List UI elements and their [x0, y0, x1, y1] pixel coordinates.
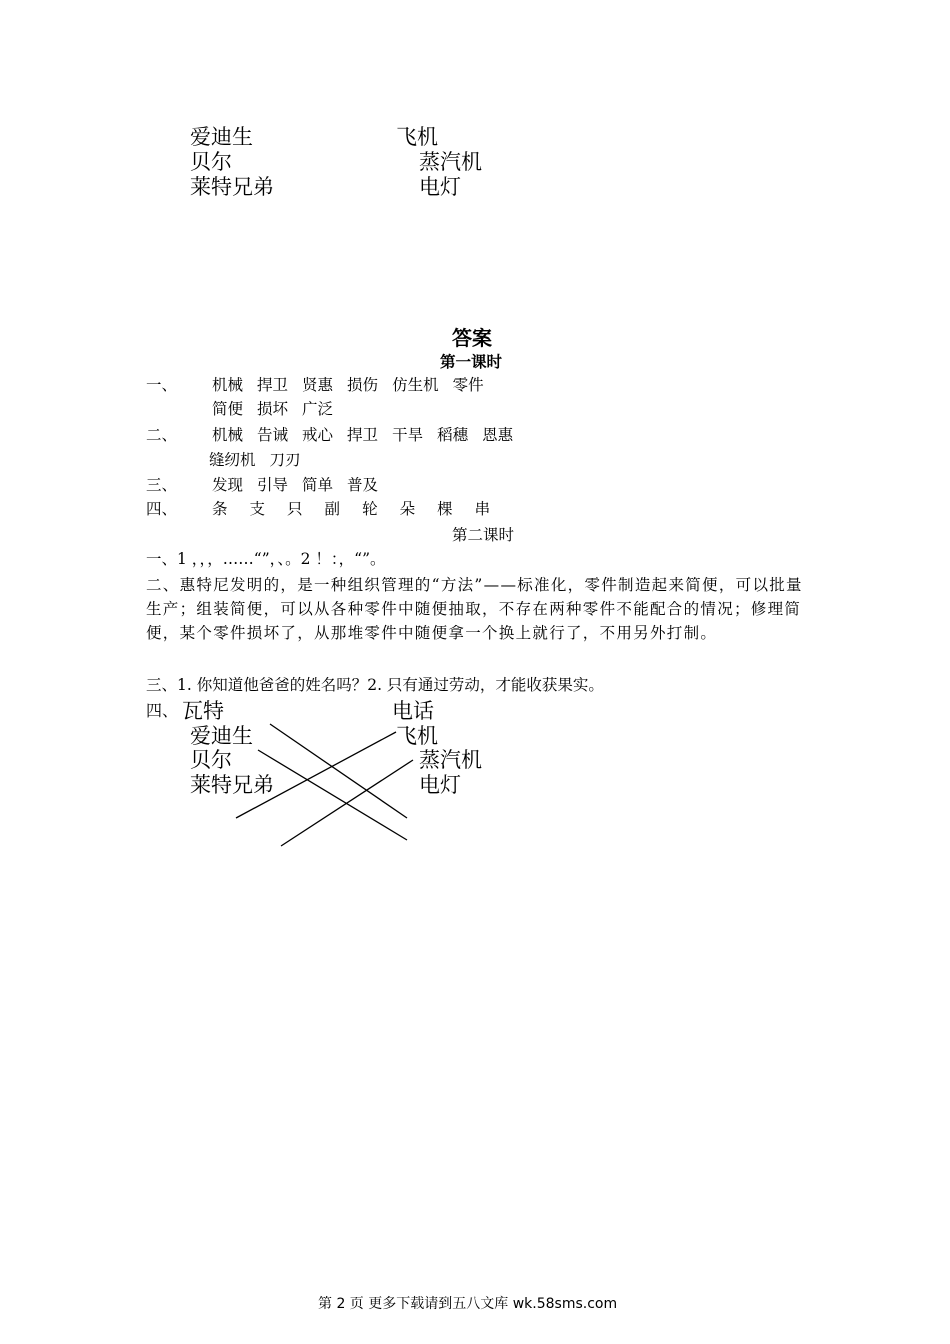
term: 零件: [452, 376, 484, 394]
top-left-item: 莱特兄弟: [190, 175, 274, 199]
match-right-item: 飞机: [396, 724, 438, 748]
term: 缝纫机: [209, 451, 256, 469]
match-line: [270, 724, 407, 818]
match-left-item: 贝尔: [190, 748, 232, 772]
term: 发现: [212, 476, 244, 494]
q3-number: 三、: [146, 476, 178, 494]
top-left-item: 贝尔: [190, 150, 232, 174]
term: 副: [324, 500, 341, 518]
term: 普及: [347, 476, 379, 494]
term: 机械: [212, 376, 244, 394]
page-footer: 第 2 页 更多下载请到五八文库 wk.58sms.com: [318, 1296, 618, 1312]
term: 损伤: [347, 376, 379, 394]
lesson2-q1: 一、1 ，，，……“”，、。2 ！：，“”。: [146, 550, 386, 568]
match-right-item: 蒸汽机: [419, 748, 482, 772]
term: 引导: [257, 476, 289, 494]
q4-number: 四、: [146, 500, 178, 518]
lesson2-heading: 第二课时: [452, 526, 515, 544]
match-right-item: 电灯: [419, 773, 461, 797]
term: 条: [212, 500, 228, 518]
term: 刀刃: [269, 451, 301, 469]
term: 简单: [302, 476, 334, 494]
term: 捍卫: [347, 426, 379, 444]
term: 干旱: [392, 426, 424, 444]
term: 贤惠: [302, 376, 334, 394]
term: 稻穗: [437, 426, 469, 444]
lesson2-q3: 三、1. 你知道他爸爸的姓名吗？2. 只有通过劳动，才能收获果实。: [146, 676, 604, 694]
match-left-item: 爱迪生: [190, 724, 253, 748]
term: 轮: [362, 500, 378, 518]
term: 串: [474, 500, 491, 518]
match-line: [258, 750, 407, 840]
term: 戒心: [302, 426, 334, 444]
term: 广泛: [302, 400, 334, 418]
match-left-item: 莱特兄弟: [190, 773, 274, 797]
lesson2-q2: 二、惠特尼发明的，是一种组织管理的“方法”——标准化，零件制造起来简便，可以批量生产；组装简便，可以从各种零件中随便抽取，不存在两种零件不能配合的情况；修理简便，某个零件损坏了，从那堆零件中随便拿一个换上就行了，不用另外打制。: [146, 576, 803, 642]
answers-title: 答案: [452, 326, 492, 350]
term: 捍卫: [257, 376, 289, 394]
term: 仿生机: [392, 376, 439, 394]
term: 支: [249, 500, 266, 518]
term: 朵: [399, 500, 416, 518]
top-right-item: 电灯: [419, 175, 461, 199]
term: 只: [287, 500, 303, 518]
term: 告诫: [257, 426, 289, 444]
q2-number: 二、: [146, 426, 178, 444]
match-line: [281, 760, 413, 846]
q4-match-number: 四、: [146, 701, 179, 720]
term: 损坏: [257, 400, 289, 418]
term: 恩惠: [482, 426, 514, 444]
term: 简便: [212, 400, 244, 418]
top-right-item: 蒸汽机: [419, 150, 482, 174]
top-right-item: 飞机: [396, 125, 438, 149]
q1-number: 一、: [146, 376, 178, 394]
match-line: [236, 732, 396, 818]
lesson1-heading: 第一课时: [440, 352, 503, 371]
term: 机械: [212, 426, 244, 444]
match-right-item: 电话: [392, 699, 434, 723]
term: 棵: [437, 500, 453, 518]
match-left-item: 瓦特: [182, 699, 224, 723]
top-left-item: 爱迪生: [190, 125, 253, 149]
